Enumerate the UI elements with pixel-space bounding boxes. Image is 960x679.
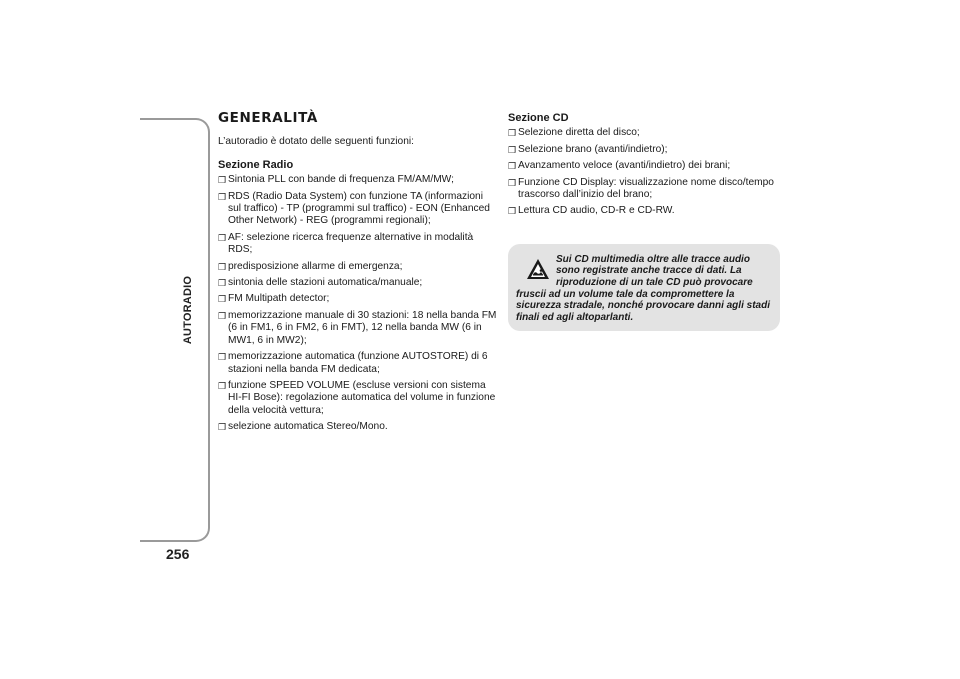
list-item: ❒ FM Multipath detector; [218, 293, 330, 305]
checkbox-bullet-icon: ❒ [508, 128, 517, 139]
warning-box [508, 244, 780, 332]
section-tab [176, 250, 200, 370]
intro-text: L’autoradio è dotato delle seguenti funzioni: [218, 136, 414, 148]
cd-features-list [508, 127, 778, 217]
checkbox-bullet-icon: ❒ [218, 294, 227, 305]
list-item: ❒ sintonia delle stazioni automatica/manuale; [218, 277, 423, 289]
checkbox-bullet-icon: ❒ [218, 352, 227, 363]
list-item: ❒ RDS (Radio Data System) con funzione TA (informazioni sul traffico) - TP (programmi sul traffico) - EON (Enhanced Other Network) - REG (programmi regionali); [218, 190, 490, 227]
checkbox-bullet-icon: ❒ [508, 206, 517, 217]
section-tab-label: AUTORADIO [182, 275, 194, 345]
list-item: ❒ funzione SPEED VOLUME (escluse versioni con sistema HI-FI Bose): regolazione automatica del volume in funzione della velocità vettura; [218, 379, 496, 416]
list-item: ❒ Funzione CD Display: visualizzazione nome disco/tempo trascorso dall’inizio del brano; [508, 176, 774, 201]
radio-section-heading: Sezione Radio [218, 158, 294, 171]
list-item: ❒ memorizzazione manuale di 30 stazioni: 18 nella banda FM (6 in FM1, 6 in FM2, 6 in FMT), 12 nella banda MW (6 in MW1, 6 in MW2); [218, 309, 497, 346]
warning-text: Sui CD multimedia oltre alle tracce audio sono registrate anche tracce di dati. La riproduzione di un tale CD può provocare fruscii ad un volume tale da compromettere la sicurezza stradale, nonché provocare danni agli stadi finali ed agli altoparlanti. [516, 253, 770, 323]
page-heading: GENERALITÀ [218, 110, 318, 126]
checkbox-bullet-icon: ❒ [218, 232, 227, 243]
cd-section-heading: Sezione CD [508, 112, 569, 124]
list-item: ❒ predisposizione allarme di emergenza; [218, 260, 403, 272]
checkbox-bullet-icon: ❒ [508, 177, 517, 188]
page-number: 256 [166, 546, 190, 562]
checkbox-bullet-icon: ❒ [218, 380, 227, 391]
list-item: ❒ memorizzazione automatica (funzione AUTOSTORE) di 6 stazioni nella banda FM dedicata; [218, 351, 488, 375]
checkbox-bullet-icon: ❒ [218, 261, 227, 272]
checkbox-bullet-icon: ❒ [218, 191, 227, 202]
list-item: ❒ Selezione diretta del disco; [508, 127, 640, 139]
list-item: ❒ Selezione brano (avanti/indietro); [508, 143, 668, 155]
checkbox-bullet-icon: ❒ [218, 310, 227, 321]
checkbox-bullet-icon: ❒ [218, 422, 227, 433]
checkbox-bullet-icon: ❒ [218, 278, 227, 289]
list-item: ❒ selezione automatica Stereo/Mono. [218, 421, 388, 433]
list-item: ❒ Avanzamento veloce (avanti/indietro) dei brani; [508, 160, 731, 172]
checkbox-bullet-icon: ❒ [508, 161, 517, 172]
list-item: ❒ AF: selezione ricerca frequenze alternative in modalità RDS; [218, 231, 474, 256]
radio-features-list [218, 174, 498, 433]
list-item: ❒ Sintonia PLL con bande di frequenza FM/AM/MW; [218, 174, 454, 186]
warning-triangle-icon [526, 258, 550, 280]
checkbox-bullet-icon: ❒ [218, 175, 227, 186]
list-item: ❒ Lettura CD audio, CD-R e CD-RW. [508, 205, 675, 217]
right-column [508, 112, 778, 331]
checkbox-bullet-icon: ❒ [508, 144, 517, 155]
left-column [218, 112, 498, 438]
